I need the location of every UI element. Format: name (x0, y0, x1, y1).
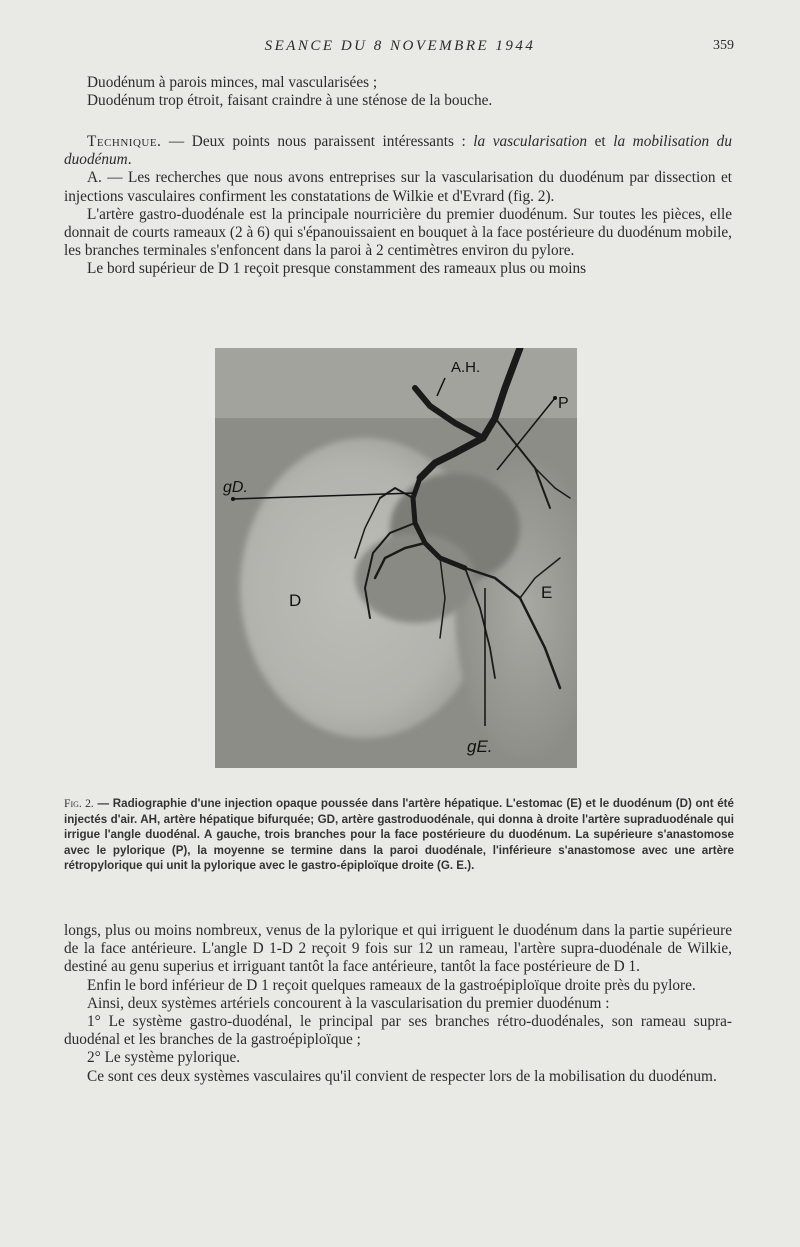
paragraph-longs: longs, plus ou moins nombreux, venus de la pylorique et qui irriguent le duodénum dans la partie supérieure de la face antérieure. L'angle D 1-D 2 reçoit 9 fois sur 12 un rameau, l'artère supra-duodénale de Wilkie, destiné au genu superius et irriguant tantôt la face antérieure, tantôt la face postérieure de D 1. (64, 922, 732, 976)
technique-block (64, 133, 732, 279)
paragraph-border-inferior: Enfin le bord inférieur de D 1 reçoit quelques rameaux de la gastroépiploïque droite près du pylore. (87, 976, 696, 994)
label-d: D (289, 591, 302, 610)
running-head (0, 38, 800, 62)
technique-and: et (587, 133, 614, 150)
radiograph-image (215, 348, 577, 768)
running-title: SEANCE DU 8 NOVEMBRE 1944 (264, 38, 536, 54)
label-gd: gD. (223, 479, 248, 496)
paragraph-conclusion: Ce sont ces deux systèmes vasculaires qu'il convient de respecter lors de la mobilisation du duodénum. (87, 1067, 717, 1085)
caption-text: — Radiographie d'une injection opaque poussée dans l'artère hépatique. L'estomac (E) et le duodénum (D) ont été injectés d'air. AH, artère hépatique bifurquée; GD, artère gastroduodénale, qui donna à droite l'artère supraduodénale qui irrigue l'angle duodénal. A gauche, trois branches pour la face postérieure du duodénum. La supérieure s'anastomose avec le pylorique (P), la moyenne se termine dans la paroi duodénale, l'inférieure s'anastomose avec une artère rétropylorique qui unit la pylorique avec le gastro-épiploïque droite (G. E.). (64, 797, 734, 872)
radiograph-figure (215, 348, 577, 768)
paragraph-a: A. — Les recherches que nous avons entreprises sur la vascularisation du duodénum par dissection et injections vasculaires confirment les constatations de Wilkie et d'Evrard (fig. 2). (64, 169, 732, 205)
technique-end: . (127, 151, 132, 169)
paragraph-system-2: 2° Le système pylorique. (87, 1049, 241, 1067)
technique-paragraph (64, 133, 732, 169)
intro-line-2: Duodénum trop étroit, faisant craindre à une sténose de la bouche. (87, 92, 493, 110)
technique-italic-2: la mobilisation du duodénum (64, 133, 732, 169)
label-ge: gE. (467, 737, 493, 756)
paragraph-artery: L'artère gastro-duodénale est la principale nourricière du premier duodénum. Sur toutes les pièces, elle donnait de courts rameaux (2 à 6) qui s'épanouissaient en bouquet à la face postérieure du duodénum mobile, les branches terminales s'enfoncent dans la paroi à 2 centimètres environ du pylore. (64, 205, 732, 260)
paragraph-system-1: 1° Le système gastro-duodénal, le principal par ses branches rétro-duodénales, son rameau supra-duodénal et les branches de la gastroépiploïque ; (64, 1013, 732, 1049)
intro-line-1: Duodénum à parois minces, mal vascularisées ; (87, 74, 378, 91)
intro-block (64, 74, 732, 110)
body-after-block (64, 922, 732, 1086)
figure-caption (64, 796, 734, 874)
paragraph-border-start: Le bord supérieur de D 1 reçoit presque constamment des rameaux plus ou moins (87, 260, 587, 278)
label-ah: A.H. (451, 359, 481, 376)
technique-italic-1: la vascularisation (473, 133, 588, 150)
paragraph-systems: Ainsi, deux systèmes artériels concourent à la vascularisation du premier duodénum : (87, 994, 610, 1012)
label-p: P (558, 395, 569, 412)
page-number: 359 (713, 38, 734, 53)
technique-text: — Deux points nous paraissent intéressants : (161, 133, 474, 150)
label-e: E (541, 583, 553, 602)
caption-label: Fig. 2. (64, 797, 94, 810)
technique-label: Technique. (87, 133, 162, 150)
